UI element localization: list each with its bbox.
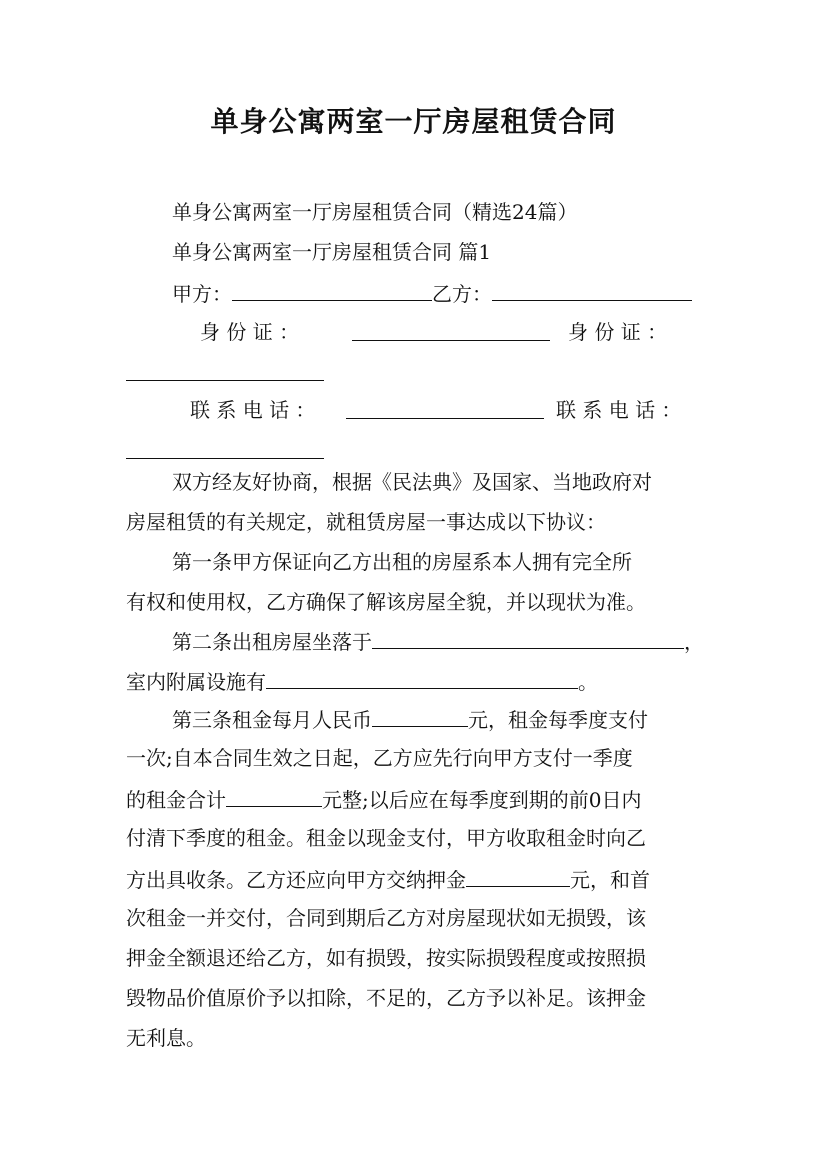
rent-label: 第三条租金每月人民币	[172, 708, 372, 732]
intro-paragraph	[126, 462, 716, 542]
rent-label-end: 元，租金每季度支付	[468, 708, 648, 732]
intro-line-2: 房屋租赁的有关规定，就租赁房屋一事达成以下协议：	[126, 510, 606, 534]
deposit-end: 元，和首	[570, 868, 650, 892]
parties-line	[172, 272, 722, 314]
article-2-line-1	[126, 620, 716, 660]
quarter-total-label: 的租金合计	[126, 788, 226, 812]
article-2	[126, 620, 716, 700]
article-3-line-4: 付清下季度的租金。租金以现金支付，甲方收取租金时向乙	[126, 826, 646, 850]
id-blank-a	[352, 312, 550, 341]
party-b-label: 乙方：	[432, 282, 492, 306]
article-3-line-7: 押金全额退还给乙方，如有损毁，按实际损毁程度或按照损	[126, 946, 646, 970]
document-title: 单身公寓两室一厅房屋租赁合同	[210, 105, 617, 138]
article-3	[126, 698, 716, 1058]
monthly-rent-blank	[372, 698, 468, 727]
article-3-line-6: 次租金一并交付，合同到期后乙方对房屋现状如无损毁，该	[126, 906, 646, 930]
id-blank-a-wrap	[352, 312, 550, 354]
phone-label-a: 联 系 电 话 ：	[190, 398, 316, 422]
party-a-blank	[232, 272, 432, 301]
id-blank-b	[126, 352, 324, 381]
article-2-location-label: 第二条出租房屋坐落于	[172, 630, 372, 654]
intro-line-1: 双方经友好协商，根据《民法典》及国家、当地政府对	[172, 470, 652, 494]
id-blank-b-wrap	[126, 352, 324, 394]
article-2-facilities-label: 室内附属设施有	[126, 670, 266, 694]
article-3-line-3	[126, 778, 716, 818]
phone-blank-b	[126, 430, 324, 459]
party-a-label: 甲方：	[172, 282, 232, 306]
phone-blank-a-wrap	[346, 390, 544, 432]
article-3-line-2: 一次;自本合同生效之日起，乙方应先行向甲方支付一季度	[126, 746, 633, 770]
location-blank	[372, 620, 684, 649]
quarter-total-blank	[226, 778, 322, 807]
id-label-a: 身 份 证 ：	[200, 320, 300, 344]
article-2-line-1-end: ，	[684, 630, 704, 654]
article-3-line-9: 无利息。	[126, 1026, 206, 1050]
section-heading: 单身公寓两室一厅房屋租赁合同 篇1	[172, 240, 492, 264]
article-2-line-2	[126, 660, 716, 700]
subtitle: 单身公寓两室一厅房屋租赁合同（精选24篇）	[172, 200, 578, 224]
id-label-b: 身 份 证 ：	[568, 320, 668, 344]
article-1-line-1: 第一条甲方保证向乙方出租的房屋系本人拥有完全所	[172, 550, 632, 574]
article-3-line-1	[126, 698, 716, 738]
article-3-line-8: 毁物品价值原价予以扣除，不足的，乙方予以补足。该押金	[126, 986, 646, 1010]
quarter-total-end: 元整;以后应在每季度到期的前0日内	[322, 788, 642, 812]
party-b-blank	[492, 272, 692, 301]
phone-label-b: 联 系 电 话 ：	[556, 398, 682, 422]
deposit-label: 方出具收条。乙方还应向甲方交纳押金	[126, 868, 466, 892]
article-1-line-2: 有权和使用权，乙方确保了解该房屋全貌，并以现状为准。	[126, 590, 646, 614]
article-2-line-2-end: 。	[578, 670, 598, 694]
deposit-blank	[466, 858, 570, 887]
facilities-blank	[266, 660, 578, 689]
article-1	[126, 542, 716, 622]
article-3-line-5	[126, 858, 716, 898]
phone-blank-a	[346, 390, 544, 419]
